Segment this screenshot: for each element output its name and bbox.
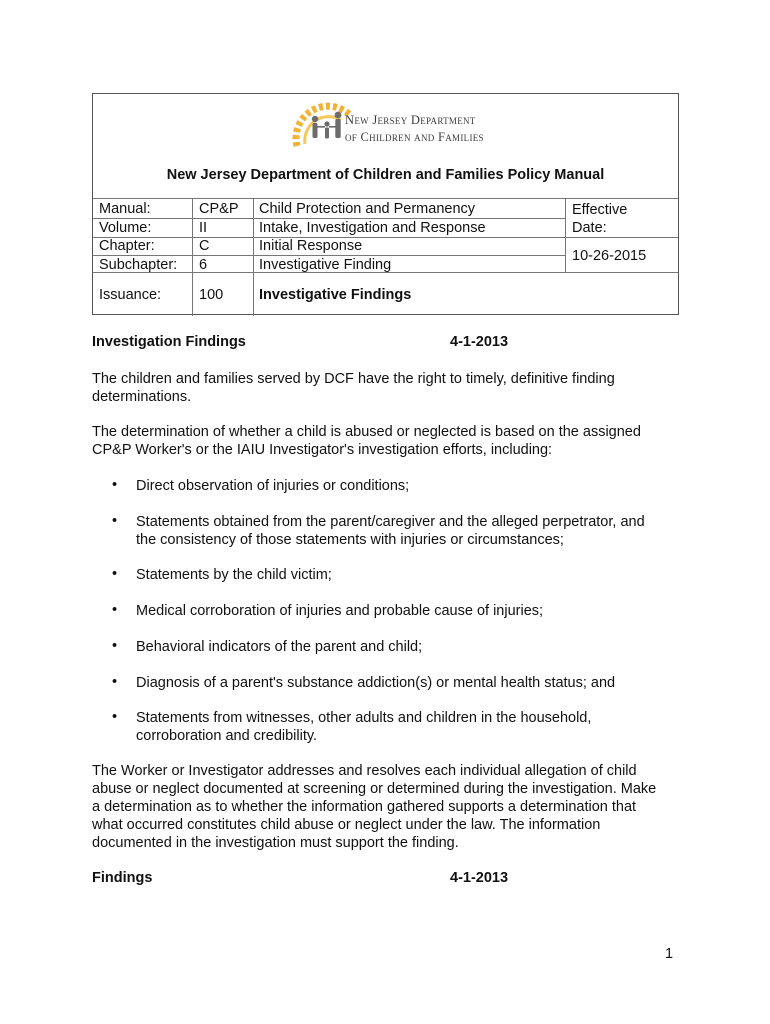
text-line: Medical corroboration of injuries and probable cause of injuries; [136, 603, 544, 619]
row-label-chapter: Chapter: [99, 238, 155, 254]
text-line: The children and families served by DCF have the right to timely, definitive finding [92, 371, 615, 387]
row-label-subchapter: Subchapter: [99, 257, 178, 273]
text-line: what occurred constitutes child abuse or neglect under the law. The information [92, 817, 601, 833]
text-line: the consistency of those statements with injuries or circumstances; [136, 532, 564, 548]
bullet-icon: • [112, 477, 118, 493]
row-code-chapter: C [199, 238, 210, 254]
list-item [136, 602, 681, 620]
divider [565, 198, 566, 272]
findings-date: 4-1-2013 [450, 870, 509, 886]
list-item [136, 513, 681, 549]
logo-line-1: New Jersey Department [345, 113, 476, 127]
text-line: Diagnosis of a parent's substance addiction(s) or mental health status; and [136, 675, 616, 691]
row-code-subchapter: 6 [199, 257, 208, 273]
text-line: CP&P Worker's or the IAIU Investigator's investigation efforts, including: [92, 442, 553, 458]
row-value-chapter: Initial Response [259, 238, 363, 254]
determination-paragraph [92, 423, 682, 459]
row-code-volume: II [199, 220, 208, 236]
section-date: 4-1-2013 [450, 334, 509, 350]
bullet-icon: • [112, 602, 118, 618]
intro-paragraph [92, 370, 682, 406]
text-line: corroboration and credibility. [136, 728, 318, 744]
text-line: Direct observation of injuries or conditions; [136, 478, 410, 494]
bullet-icon: • [112, 566, 118, 582]
text-line: a determination as to whether the information gathered supports a determination that [92, 799, 637, 815]
divider [93, 198, 678, 199]
row-value-subchapter: Investigative Finding [259, 257, 392, 273]
logo-wordmark [345, 112, 484, 146]
row-label-manual: Manual: [99, 201, 151, 217]
bullet-icon: • [112, 709, 118, 725]
text-line: documented in the investigation must support the finding. [92, 835, 459, 851]
effective-label-2: Date: [572, 220, 607, 236]
findings-heading: Findings [92, 870, 153, 886]
issuance-number: 100 [199, 287, 224, 303]
text-line: abuse or neglect documented at screening or determined during the investigation. Make [92, 781, 657, 797]
list-item [136, 674, 681, 692]
text-line: determinations. [92, 389, 192, 405]
bullet-icon: • [112, 674, 118, 690]
text-line: Statements obtained from the parent/caregiver and the alleged perpetrator, and [136, 514, 645, 530]
row-value-volume: Intake, Investigation and Response [259, 220, 486, 236]
list-item [136, 709, 681, 745]
text-line: Statements by the child victim; [136, 567, 332, 583]
text-line: Statements from witnesses, other adults and children in the household, [136, 710, 592, 726]
logo-line-2: of Children and Families [345, 130, 484, 144]
text-line: The Worker or Investigator addresses and resolves each individual allegation of child [92, 763, 637, 779]
issuance-title: Investigative Findings [259, 287, 412, 303]
row-code-manual: CP&P [199, 201, 239, 217]
list-item [136, 638, 681, 656]
bullet-icon: • [112, 513, 118, 529]
effective-date: 10-26-2015 [572, 248, 647, 264]
resolution-paragraph [92, 762, 682, 852]
divider [253, 198, 254, 316]
page-number: 1 [665, 946, 674, 962]
text-line: Behavioral indicators of the parent and child; [136, 639, 423, 655]
list-item [136, 566, 681, 584]
list-item [136, 477, 681, 495]
row-value-manual: Child Protection and Permanency [259, 201, 476, 217]
row-label-volume: Volume: [99, 220, 152, 236]
manual-title: New Jersey Department of Children and Families Policy Manual [166, 167, 605, 183]
text-line: The determination of whether a child is abused or neglected is based on the assigned [92, 424, 641, 440]
bullet-icon: • [112, 638, 118, 654]
effective-label-1: Effective [572, 202, 628, 218]
divider [192, 198, 193, 316]
issuance-label: Issuance: [99, 287, 162, 303]
section-heading: Investigation Findings [92, 334, 246, 350]
policy-header-box [92, 93, 679, 315]
